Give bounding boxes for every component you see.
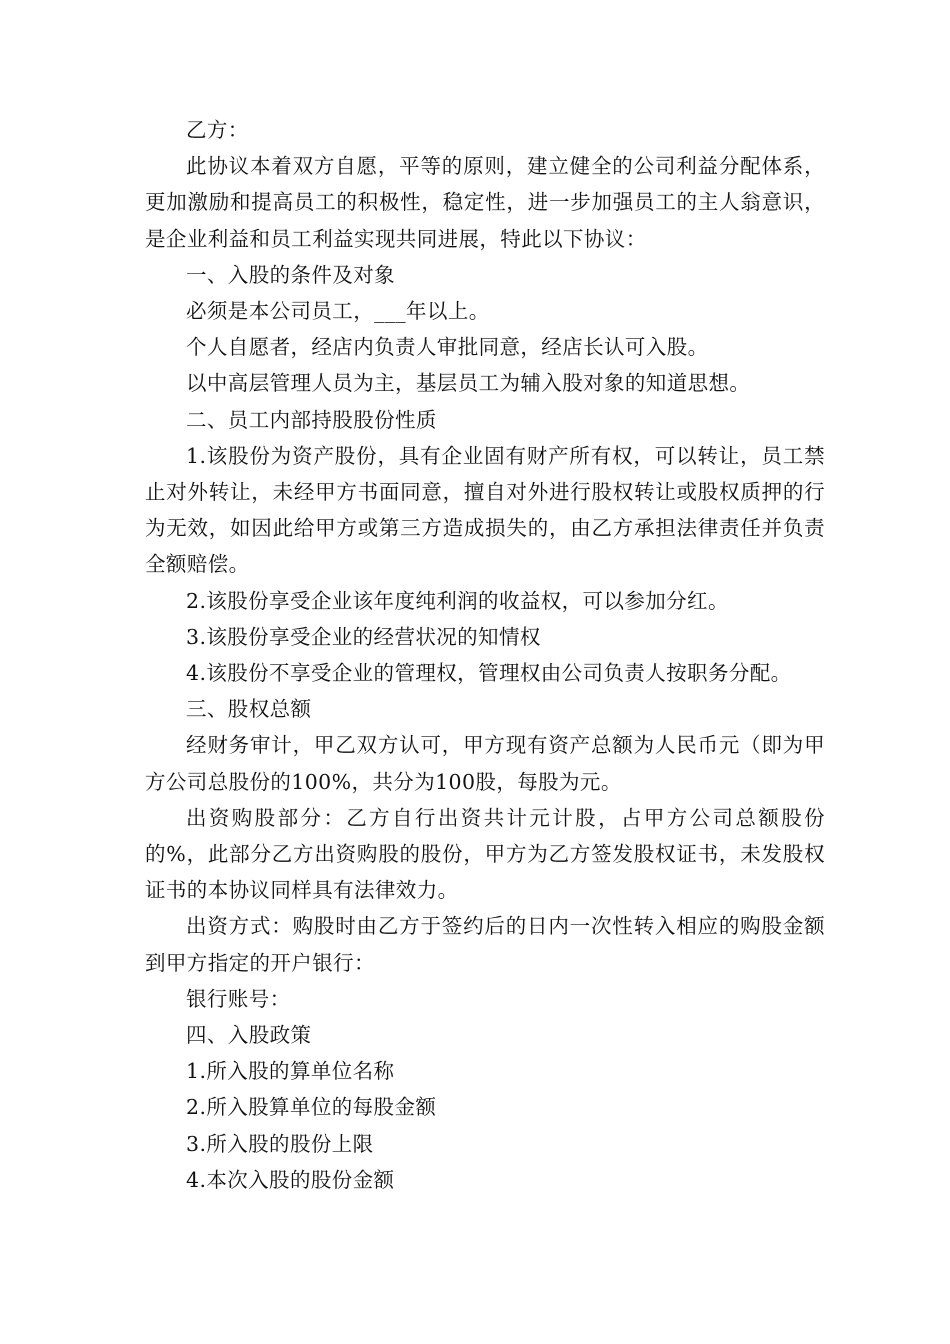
bank-account-line: 银行账号： (186, 986, 291, 1011)
condition-paragraph-2: 个人自愿者，经店内负责人审批同意，经店长认可入股。 (186, 335, 709, 360)
document-body (145, 112, 825, 1198)
nature-item-1: 1.该股份为资产股份，具有企业固有财产所有权，可以转让，员工禁止对外转让，未经甲方书面同意，擅自对外进行股权转让或股权质押的行为无效，如因此给甲方或第三方造成损失的，由乙方承担法律责任并负责全额赔偿。 (145, 443, 825, 577)
policy-item-1: 1.所入股的算单位名称 (186, 1059, 395, 1084)
nature-item-2: 2.该股份享受企业该年度纯利润的收益权，可以参加分红。 (186, 588, 729, 613)
nature-item-4: 4.该股份不享受企业的管理权，管理权由公司负责人按职务分配。 (186, 661, 792, 686)
party-b-label: 乙方： (186, 118, 249, 142)
policy-item-4: 4.本次入股的股份金额 (186, 1167, 395, 1192)
policy-item-2: 2.所入股算单位的每股金额 (186, 1095, 437, 1120)
section-heading-4: 四、入股政策 (186, 1023, 312, 1048)
nature-item-3: 3.该股份享受企业的经营状况的知情权 (186, 624, 541, 649)
section-heading-2: 二、员工内部持股股份性质 (186, 407, 437, 432)
payment-method-paragraph: 出资方式：购股时由乙方于签约后的日内一次性转入相应的购股金额到甲方指定的开户银行： (145, 914, 825, 975)
preamble-paragraph: 此协议本着双方自愿，平等的原则，建立健全的公司利益分配体系，更加激励和提高员工的积极性，稳定性，进一步加强员工的主人翁意识，是企业利益和员工利益实现共同进展，特此以下协议： (145, 154, 825, 251)
condition-paragraph-1: 必须是本公司员工，___年以上。 (186, 299, 490, 324)
section-heading-3: 三、股权总额 (186, 697, 312, 722)
policy-item-3: 3.所入股的股份上限 (186, 1131, 374, 1156)
share-purchase-paragraph: 出资购股部分：乙方自行出资共计元计股，占甲方公司总额股份的%，此部分乙方出资购股的股份，甲方为乙方签发股权证书，未发股权证书的本协议同样具有法律效力。 (145, 805, 825, 903)
total-equity-paragraph: 经财务审计，甲乙双方认可，甲方现有资产总额为人民币元（即为甲方公司总股份的100%，共分为100股，每股为元。 (145, 733, 825, 794)
section-heading-1: 一、入股的条件及对象 (186, 262, 395, 287)
condition-paragraph-3: 以中高层管理人员为主，基层员工为辅入股对象的知道思想。 (186, 371, 751, 396)
